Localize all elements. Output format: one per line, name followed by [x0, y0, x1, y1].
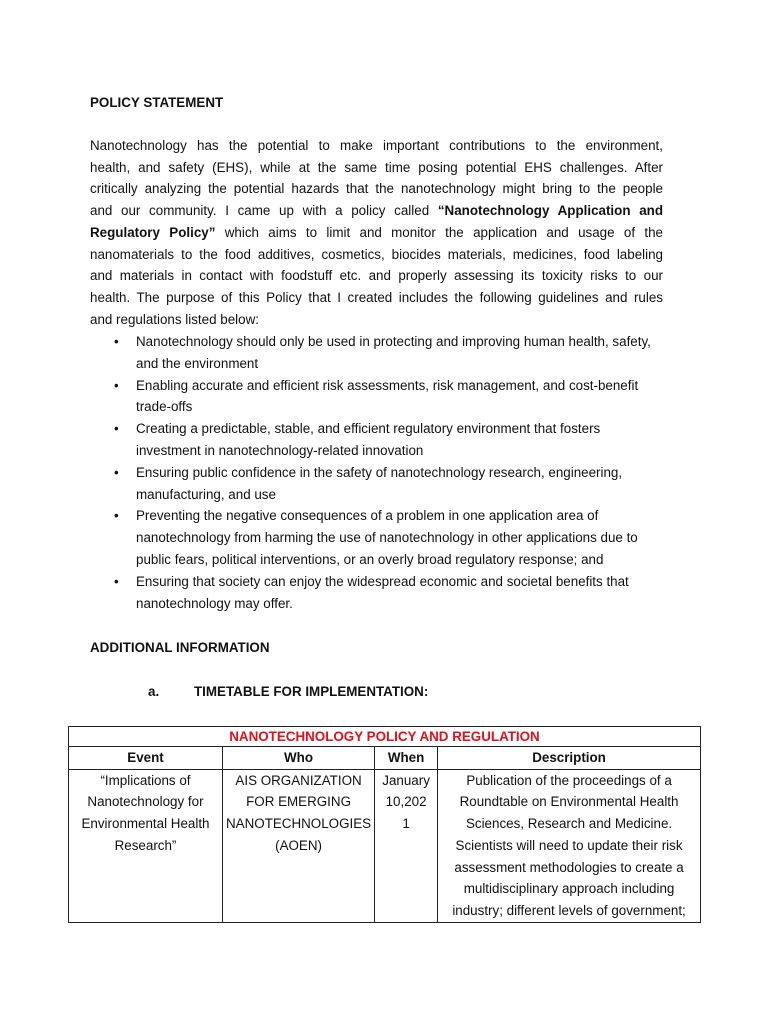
bullet-icon: • [114, 573, 119, 589]
paragraph-line: critically analyzing the potential hazards that the nanotechnology might bring to the people [90, 181, 663, 197]
cell-line: Research” [114, 837, 177, 853]
timetable-heading: TIMETABLE FOR IMPLEMENTATION: [194, 684, 429, 699]
cell-line: Sciences, Research and Medicine. [465, 816, 673, 832]
paragraph-line: and regulations listed below: [90, 311, 259, 327]
cell-who [223, 769, 375, 922]
paragraph-line: Regulatory Policy” which aims to limit and monitor the application and usage of the [90, 224, 663, 240]
bullet-text: trade-offs [136, 399, 193, 415]
bullet-text: Ensuring that society can enjoy the widespread economic and societal benefits that [136, 573, 629, 589]
cell-line: Nanotechnology for [87, 794, 204, 810]
paragraph-line: nanomaterials to the food additives, cosmetics, biocides materials, medicines, food labeling [90, 246, 663, 262]
bullet-icon: • [114, 377, 119, 393]
cell-line: January [382, 772, 430, 788]
table-title: NANOTECHNOLOGY POLICY AND REGULATION [69, 727, 701, 747]
cell-line: FOR EMERGING [246, 794, 351, 810]
bullet-icon: • [114, 334, 119, 349]
policy-statement-heading: POLICY STATEMENT [90, 95, 224, 110]
bullet-text: manufacturing, and use [136, 486, 276, 502]
cell-line: industry; different levels of government; [452, 902, 686, 918]
paragraph-line: health, and safety (EHS), while at the same time posing potential EHS challenges. After [90, 159, 663, 175]
bullet-icon: • [114, 464, 119, 480]
bullet-text: public fears, political interventions, or an overly broad regulatory response; and [136, 552, 604, 567]
cell-line: assessment methodologies to create a [454, 859, 684, 875]
cell-line: AIS ORGANIZATION [235, 772, 362, 788]
cell-line: “Implications of [100, 772, 191, 788]
header-who: Who [223, 747, 375, 770]
cell-description [438, 769, 701, 922]
bullet-text: and the environment [136, 355, 259, 371]
bullet-text: Preventing the negative consequences of a problem in one application area of [136, 508, 599, 524]
header-description: Description [438, 747, 701, 770]
bullet-text: investment in nanotechnology-related innovation [136, 443, 424, 458]
cell-line: 10,202 [385, 794, 427, 810]
policy-name-bold: “Nanotechnology Application and [437, 203, 663, 219]
cell-line: multidisciplinary approach including [463, 881, 675, 897]
cell-line: Roundtable on Environmental Health [459, 794, 679, 810]
bullet-text: Creating a predictable, stable, and efficient regulatory environment that fosters [136, 421, 601, 437]
bullet-text: Enabling accurate and efficient risk assessments, risk management, and cost-benefit [136, 377, 639, 393]
cell-event [69, 769, 223, 922]
bullet-text: nanotechnology may offer. [136, 595, 293, 611]
cell-line: Scientists will need to update their risk [455, 837, 683, 853]
policy-name-bold: Regulatory Policy” [90, 224, 216, 240]
table-row [69, 769, 701, 922]
cell-when [375, 769, 438, 922]
cell-line: (AOEN) [275, 837, 322, 853]
cell-line: 1 [402, 816, 410, 832]
cell-line: NANOTECHNOLOGIES [226, 816, 372, 832]
bullet-icon: • [114, 421, 119, 437]
cell-line: Publication of the proceedings of a [466, 772, 672, 788]
cell-line: Environmental Health [81, 816, 210, 832]
paragraph-line: Nanotechnology has the potential to make important contributions to the environment, [90, 138, 663, 153]
paragraph-line: and our community. I came up with a policy called “Nanotechnology Application and [90, 203, 663, 219]
bullet-text: Nanotechnology should only be used in protecting and improving human health, safety, [136, 334, 651, 349]
policy-table [68, 726, 701, 923]
header-event: Event [69, 747, 223, 770]
additional-info-heading: ADDITIONAL INFORMATION [90, 640, 270, 655]
paragraph-line: health. The purpose of this Policy that I created includes the following guidelines and rules [90, 289, 663, 305]
bullet-text: Ensuring public confidence in the safety of nanotechnology research, engineering, [136, 464, 623, 480]
sub-label: a. [148, 684, 160, 699]
bullet-icon: • [114, 508, 119, 524]
paragraph-line: and materials in contact with foodstuff etc. and properly assessing its toxicity risks to our [90, 268, 663, 284]
bullet-text: nanotechnology from harming the use of nanotechnology in other applications due to [136, 530, 638, 546]
header-when: When [375, 747, 438, 770]
